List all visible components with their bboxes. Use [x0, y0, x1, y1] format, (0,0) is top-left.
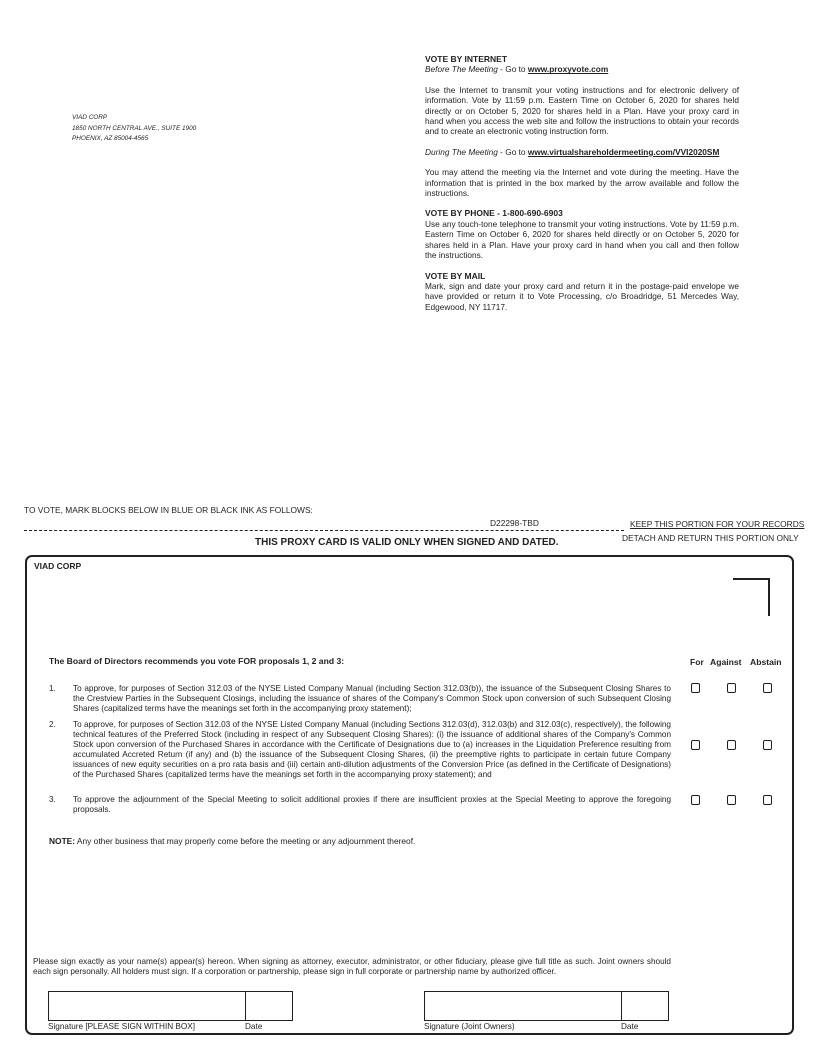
joint-signature-label: Signature (Joint Owners) — [424, 1022, 515, 1031]
proposal-text: To approve the adjournment of the Special Meeting to solicit additional proxies if there are insufficient proxies at the Special Meeting to approve the foregoing proposals. — [73, 795, 671, 815]
vote-internet-before — [425, 64, 739, 74]
proposal-2-for-checkbox[interactable] — [691, 740, 700, 750]
proposal-3 — [49, 795, 671, 817]
proposal-1-for-checkbox[interactable] — [691, 683, 700, 693]
during-meeting-label: During The Meeting — [425, 146, 498, 157]
during-goto-text: - Go to — [497, 146, 528, 157]
voting-instructions — [425, 54, 739, 312]
date-label: Date — [245, 1022, 263, 1031]
detach-dashed-line — [24, 530, 624, 531]
valid-notice: THIS PROXY CARD IS VALID ONLY WHEN SIGNED AND DATED. — [255, 537, 559, 548]
proposal-number: 3. — [49, 795, 56, 804]
proposal-1 — [49, 684, 671, 716]
vote-phone-heading: VOTE BY PHONE - 1-800-690-6903 — [425, 208, 563, 219]
proposal-2 — [49, 720, 671, 792]
vote-internet-heading: VOTE BY INTERNET — [425, 54, 508, 64]
mark-instructions: TO VOTE, MARK BLOCKS BELOW IN BLUE OR BLACK INK AS FOLLOWS: — [24, 505, 313, 515]
return-address-line-2: 1850 NORTH CENTRAL AVE., SUITE 1900 — [72, 124, 197, 132]
vote-mail-body: Mark, sign and date your proxy card and return it in the postage-paid envelope we have provided or return it to Vote Processing, c/o Broadridge, 51 Mercedes Way, Edgewood, NY 11717. — [425, 280, 739, 312]
note-label: NOTE: — [49, 836, 76, 846]
vote-internet-during-body: You may attend the meeting via the Internet and vote during the meeting. Have the information that is printed in the box marked by the arrow available and follow the instructions. — [425, 167, 739, 199]
signature-box[interactable] — [48, 991, 293, 1021]
signature-label: Signature [PLEASE SIGN WITHIN BOX] — [48, 1022, 195, 1031]
joint-signature-date-divider — [621, 991, 622, 1021]
joint-signature-box[interactable] — [424, 991, 669, 1021]
note-text: Any other business that may properly come before the meeting or any adjournment thereof. — [75, 836, 416, 846]
before-goto-text: - Go to — [497, 64, 528, 75]
column-abstain: Abstain — [750, 657, 782, 667]
proposal-3-abstain-checkbox[interactable] — [763, 795, 772, 805]
corner-mark — [733, 578, 770, 616]
vote-internet-during — [425, 147, 739, 157]
board-recommendation: The Board of Directors recommends you vote FOR proposals 1, 2 and 3: — [49, 656, 345, 666]
joint-date-label: Date — [621, 1022, 639, 1031]
column-against: Against — [710, 657, 742, 667]
proposal-text: To approve, for purposes of Section 312.03 of the NYSE Listed Company Manual (including Sections 312.03(d), 312.03(b) and 312.03(c), respectively), the following technical features of the Preferred Stock (including in respect of any Subsequent Closing Shares): (i) the issuance of additional shares of the Company's Common Stock upon conversion of the Purchased Shares in accordance with the Certificate of Designations due to (a) increases in the Liquidation Preference resulting from accumulated Accreted Return (if any) and (b) the issuance of the Subsequent Closing Shares, (ii) the preemptive rights to participate in certain future Company issuances of new equity securities on a pro rata basis and (iii) certain anti-dilution adjustments of the Conversion Price (as defined in the Certificate of Designations) of the Purchased Shares (capitalized terms have the meanings set forth in the accompanying proxy statement); and — [73, 720, 671, 780]
proposal-number: 1. — [49, 684, 56, 693]
vote-internet-body: Use the Internet to transmit your voting instructions and for electronic delivery of information. Vote by 11:59 p.m. Eastern Time on October 6, 2020 for shares held directly or on October 5, 2020 for shares held in a Plan. Have your proxy card in hand when you access the web site and follow the instructions to obtain your records and to create an electronic voting instruction form. — [425, 84, 739, 137]
proposal-1-abstain-checkbox[interactable] — [763, 683, 772, 693]
note — [49, 836, 415, 846]
vote-mail-heading: VOTE BY MAIL — [425, 270, 486, 281]
return-address-line-1: VIAD CORP — [72, 114, 108, 121]
return-address — [72, 113, 196, 145]
proposal-text: To approve, for purposes of Section 312.03 of the NYSE Listed Company Manual (including Section 312.03(b)), the issuance of the Subsequent Closing Shares to the Crestview Parties in the Subsequent Closings, including the issuance of shares of the Company's Common Stock upon conversion of such Subsequent Closing Shares (capitalized terms have the meanings set forth in the accompanying proxy statement); — [73, 684, 671, 714]
vote-phone-body: Use any touch-tone telephone to transmit your voting instructions. Vote by 11:59 p.m. Eastern Time on October 6, 2020 for shares held directly or on October 5, 2020 for shares held in a Plan. Have your proxy card in hand when you call and then follow the instructions. — [425, 218, 739, 261]
column-for: For — [690, 657, 704, 667]
signature-date-divider — [245, 991, 246, 1021]
control-code: D22298-TBD — [484, 518, 545, 528]
proxyvote-link[interactable]: www.proxyvote.com — [527, 64, 609, 75]
proposal-2-against-checkbox[interactable] — [727, 740, 736, 750]
proposal-number: 2. — [49, 720, 56, 729]
card-company-name: VIAD CORP — [34, 561, 82, 571]
keep-portion-label: KEEP THIS PORTION FOR YOUR RECORDS — [630, 519, 805, 529]
proposal-3-for-checkbox[interactable] — [691, 795, 700, 805]
before-meeting-label: Before The Meeting — [425, 64, 498, 75]
signing-instructions: Please sign exactly as your name(s) appear(s) hereon. When signing as attorney, executor, administrator, or other fiduciary, please give full title as such. Joint owners should each sign personally. All holders must sign. If a corporation or partnership, please sign in full corporate or partnership name by authorized officer. — [33, 957, 671, 977]
detach-portion-label: DETACH AND RETURN THIS PORTION ONLY — [622, 533, 799, 543]
return-address-line-3: PHOENIX, AZ 85004-4565 — [72, 135, 149, 142]
virtual-meeting-link[interactable]: www.virtualshareholdermeeting.com/VVI2020SM — [527, 146, 720, 157]
proposal-1-against-checkbox[interactable] — [727, 683, 736, 693]
proposal-3-against-checkbox[interactable] — [727, 795, 736, 805]
proposal-2-abstain-checkbox[interactable] — [763, 740, 772, 750]
